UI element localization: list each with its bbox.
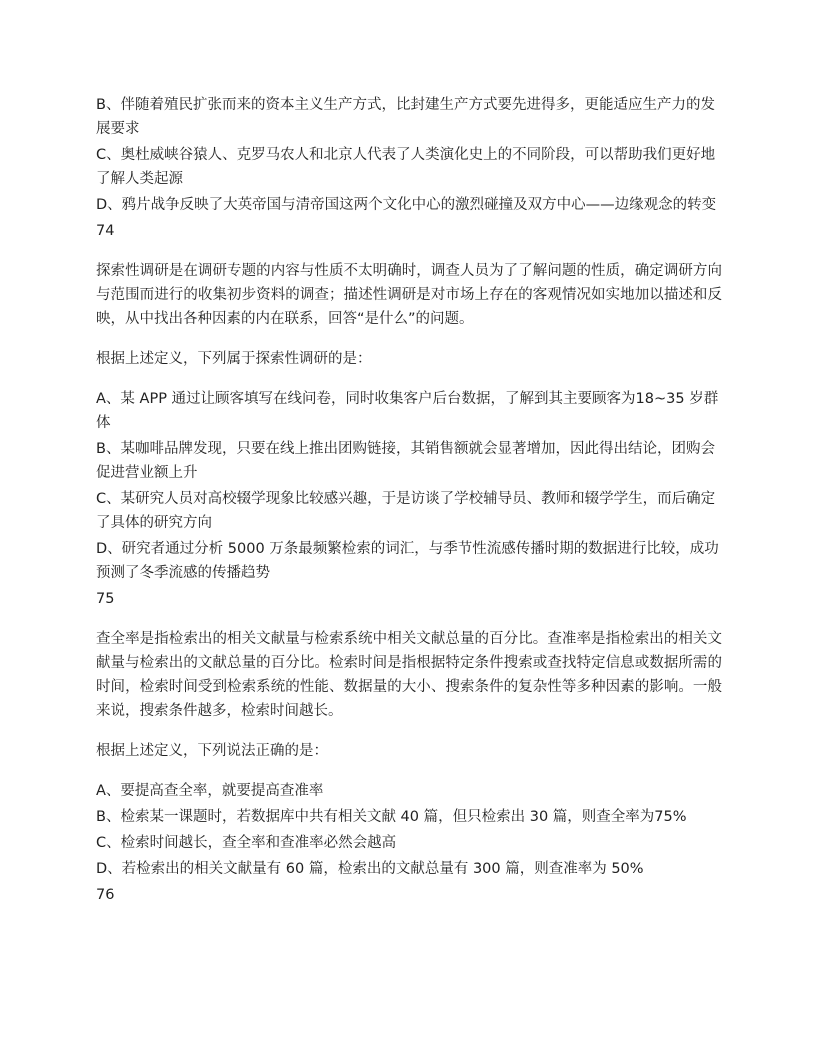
option-b: B、某咖啡品牌发现，只要在线上推出团购链接，其销售额就会显著增加，因此得出结论，团购会促进营业额上升 [96,441,715,481]
option-a: A、某 APP 通过让顾客填写在线问卷，同时收集客户后台数据，了解到其主要顾客为18~35 岁群体 [96,391,719,431]
option-a: A、要提高查全率，就要提高查准率 [96,783,324,799]
question-74-options [96,387,722,585]
question-number-76: 76 [96,887,115,903]
question-number-74: 74 [96,223,115,239]
question-75-prompt: 根据上述定义，下列说法正确的是： [96,743,328,759]
question-74-prompt: 根据上述定义，下列属于探索性调研的是： [96,351,372,367]
question-number-75: 75 [96,591,115,607]
question-75-options [96,779,722,881]
option-d: D、鸦片战争反映了大英帝国与清帝国这两个文化中心的激烈碰撞及双方中心——边缘观念的转变 [96,197,717,213]
question-73-options [96,93,722,217]
question-75-passage: 查全率是指检索出的相关文献量与检索系统中相关文献总量的百分比。查准率是指检索出的相关文献量与检索出的文献总量的百分比。检索时间是指根据特定条件搜索或查找特定信息或数据所需的时间，检索时间受到检索系统的性能、数据量的大小、搜索条件的复杂性等多种因素的影响。一般来说，搜索条件越多，检索时间越长。 [96,631,722,719]
option-b: B、伴随着殖民扩张而来的资本主义生产方式，比封建生产方式要先进得多，更能适应生产力的发展要求 [96,97,715,137]
option-c: C、某研究人员对高校辍学现象比较感兴趣，于是访谈了学校辅导员、教师和辍学学生，而后确定了具体的研究方向 [96,491,716,531]
option-d: D、若检索出的相关文献量有 60 篇，检索出的文献总量有 300 篇，则查准率为 50% [96,861,644,877]
question-74-passage: 探索性调研是在调研专题的内容与性质不太明确时，调查人员为了了解问题的性质，确定调研方向与范围而进行的收集初步资料的调查；描述性调研是对市场上存在的客观情况如实地加以描述和反映，从中找出各种因素的内在联系，回答“是什么”的问题。 [96,263,722,327]
option-b: B、检索某一课题时，若数据库中共有相关文献 40 篇，但只检索出 30 篇，则查全率为75% [96,809,687,825]
option-d: D、研究者通过分析 5000 万条最频繁检索的词汇，与季节性流感传播时期的数据进行比较，成功预测了冬季流感的传播趋势 [96,541,719,581]
option-c: C、检索时间越长，查全率和查准率必然会越高 [96,835,397,851]
document-page [96,93,722,923]
option-c: C、奥杜威峡谷猿人、克罗马农人和北京人代表了人类演化史上的不同阶段，可以帮助我们更好地了解人类起源 [96,147,716,187]
